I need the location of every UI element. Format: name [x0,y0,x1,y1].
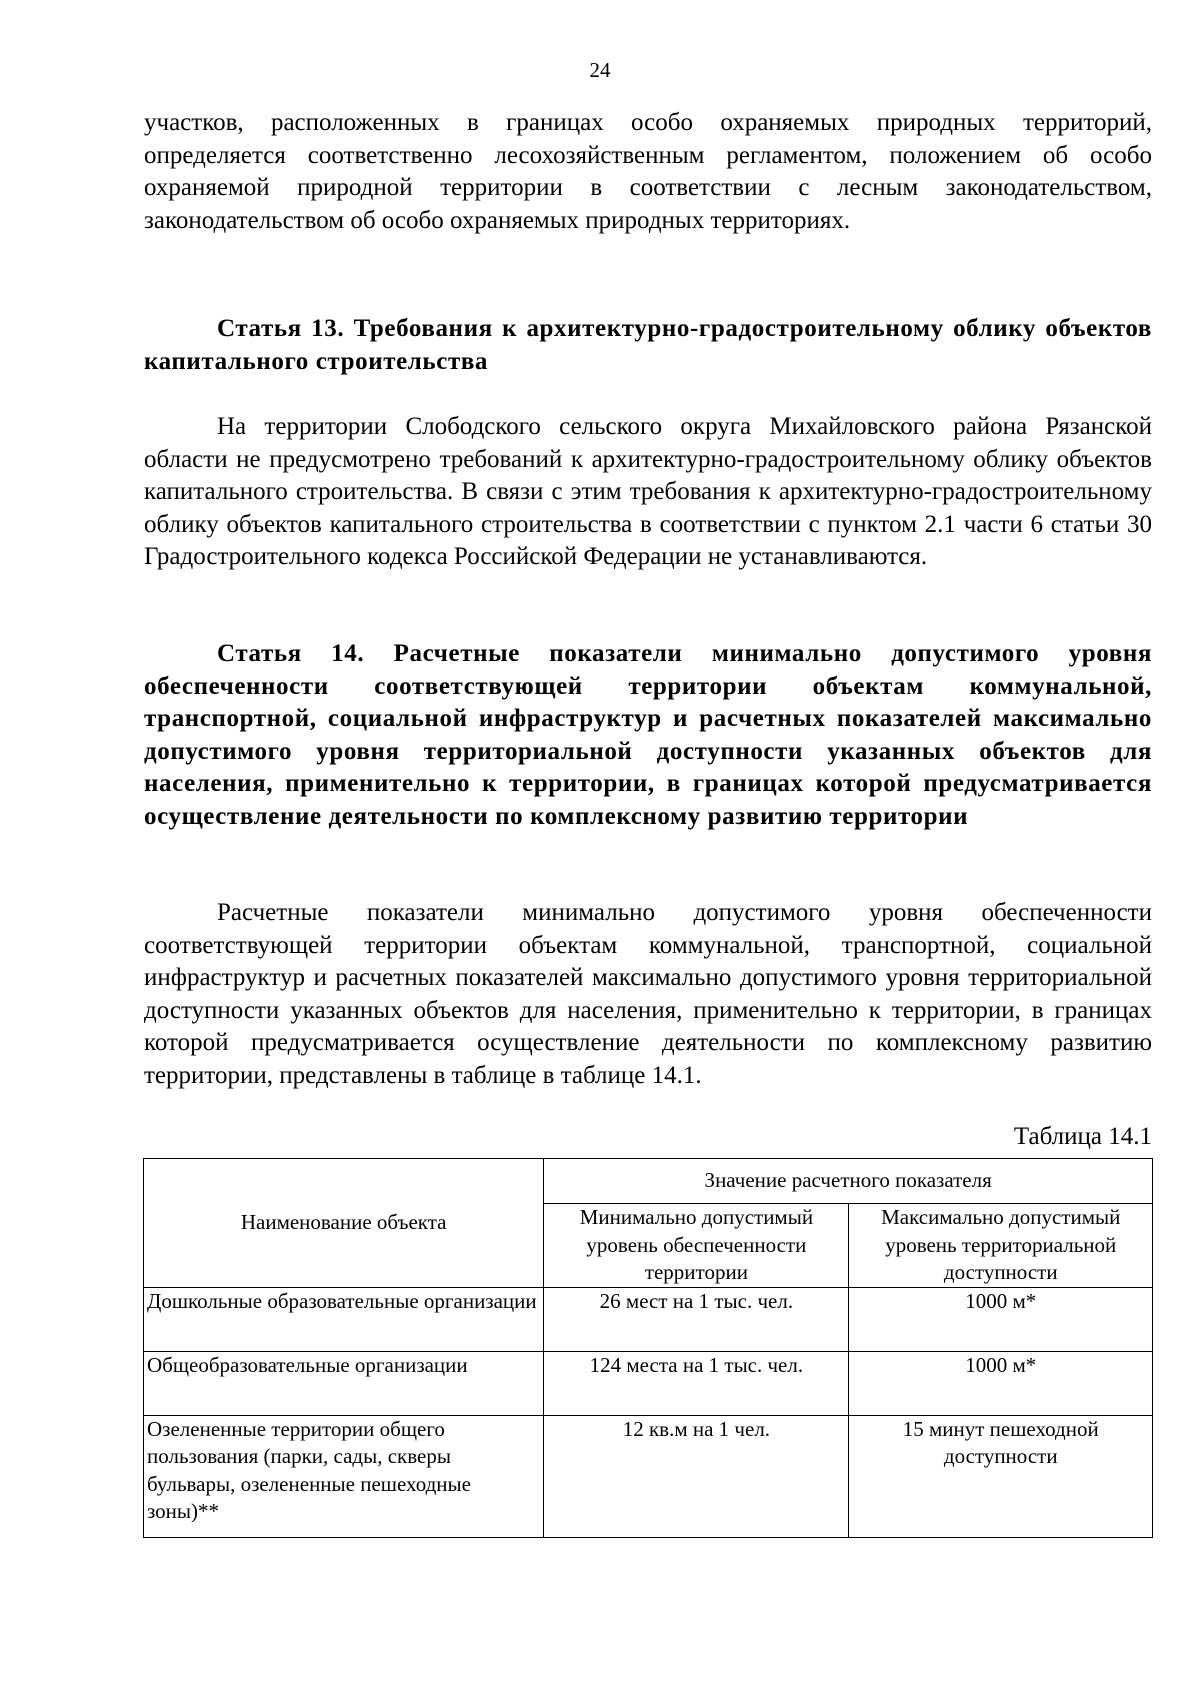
page-number: 24 [589,58,611,82]
cell-min-value: 26 мест на 1 тыс. чел. [544,1287,849,1351]
table-row [144,1287,1153,1351]
table-caption: Таблица 14.1 [1013,1123,1152,1150]
header-min-level: Минимально допустимый уровень обеспеченности территории [544,1204,849,1288]
header-indicator-value: Значение расчетного показателя [544,1159,1153,1204]
cell-object-name: Общеобразовательные организации [144,1351,544,1415]
cell-max-value: 1000 м* [849,1287,1153,1351]
cell-max-value: 1000 м* [849,1351,1153,1415]
table-row [144,1415,1153,1537]
article-14-text: Расчетные показатели минимально допустимого уровня обеспеченности соответствующей территории объектам коммунальной, транспортной, социальной инфраструктур и расчетных показателей максимально допустимого уровня территориальной доступности указанных объектов для населения, применительно к территории, в границах которой предусматривается осуществление деятельности по комплексному развитию территории, представлены в таблице в таблице 14.1. [144,899,1152,1089]
article-13-heading: Статья 13. Требования к архитектурно-градостроительному облику объектов капитального строительства [144,315,1152,375]
header-max-access: Максимально допустимый уровень территориальной доступности [849,1204,1153,1288]
cell-object-name: Озелененные территории общего пользования (парки, сады, скверы бульвары, озелененные пешеходные зоны)** [144,1415,544,1537]
article-14-heading: Статья 14. Расчетные показатели минимально допустимого уровня обеспеченности соответствующей территории объектам коммунальной, транспортной, социальной инфраструктур и расчетных показателей максимально допустимого уровня территориальной доступности указанных объектов для населения, применительно к территории, в границах которой предусматривается осуществление деятельности по комплексному развитию территории [144,640,1152,830]
intro-paragraph: участков, расположенных в границах особо охраняемых природных территорий, определяется соответственно лесохозяйственным регламентом, положением об особо охраняемой природной территории в соответствии с лесным законодательством, законодательством об особо охраняемых природных территориях. [144,109,1152,234]
cell-max-value: 15 минут пешеходной доступности [849,1415,1153,1537]
indicators-table [143,1158,1153,1538]
article-13-text: На территории Слободского сельского округа Михайловского района Рязанской области не предусмотрено требований к архитектурно-градостроительному облику объектов капитального строительства. В связи с этим требования к архитектурно-градостроительному облику объектов капитального строительства в соответствии с пунктом 2.1 части 6 статьи 30 Градостроительного кодекса Российской Федерации не устанавливаются. [144,413,1152,571]
cell-min-value: 12 кв.м на 1 чел. [544,1415,849,1537]
header-object-name: Наименование объекта [144,1159,544,1288]
table-row [144,1351,1153,1415]
cell-object-name: Дошкольные образовательные организации [144,1287,544,1351]
cell-min-value: 124 места на 1 тыс. чел. [544,1351,849,1415]
table-header-row [144,1159,1153,1204]
